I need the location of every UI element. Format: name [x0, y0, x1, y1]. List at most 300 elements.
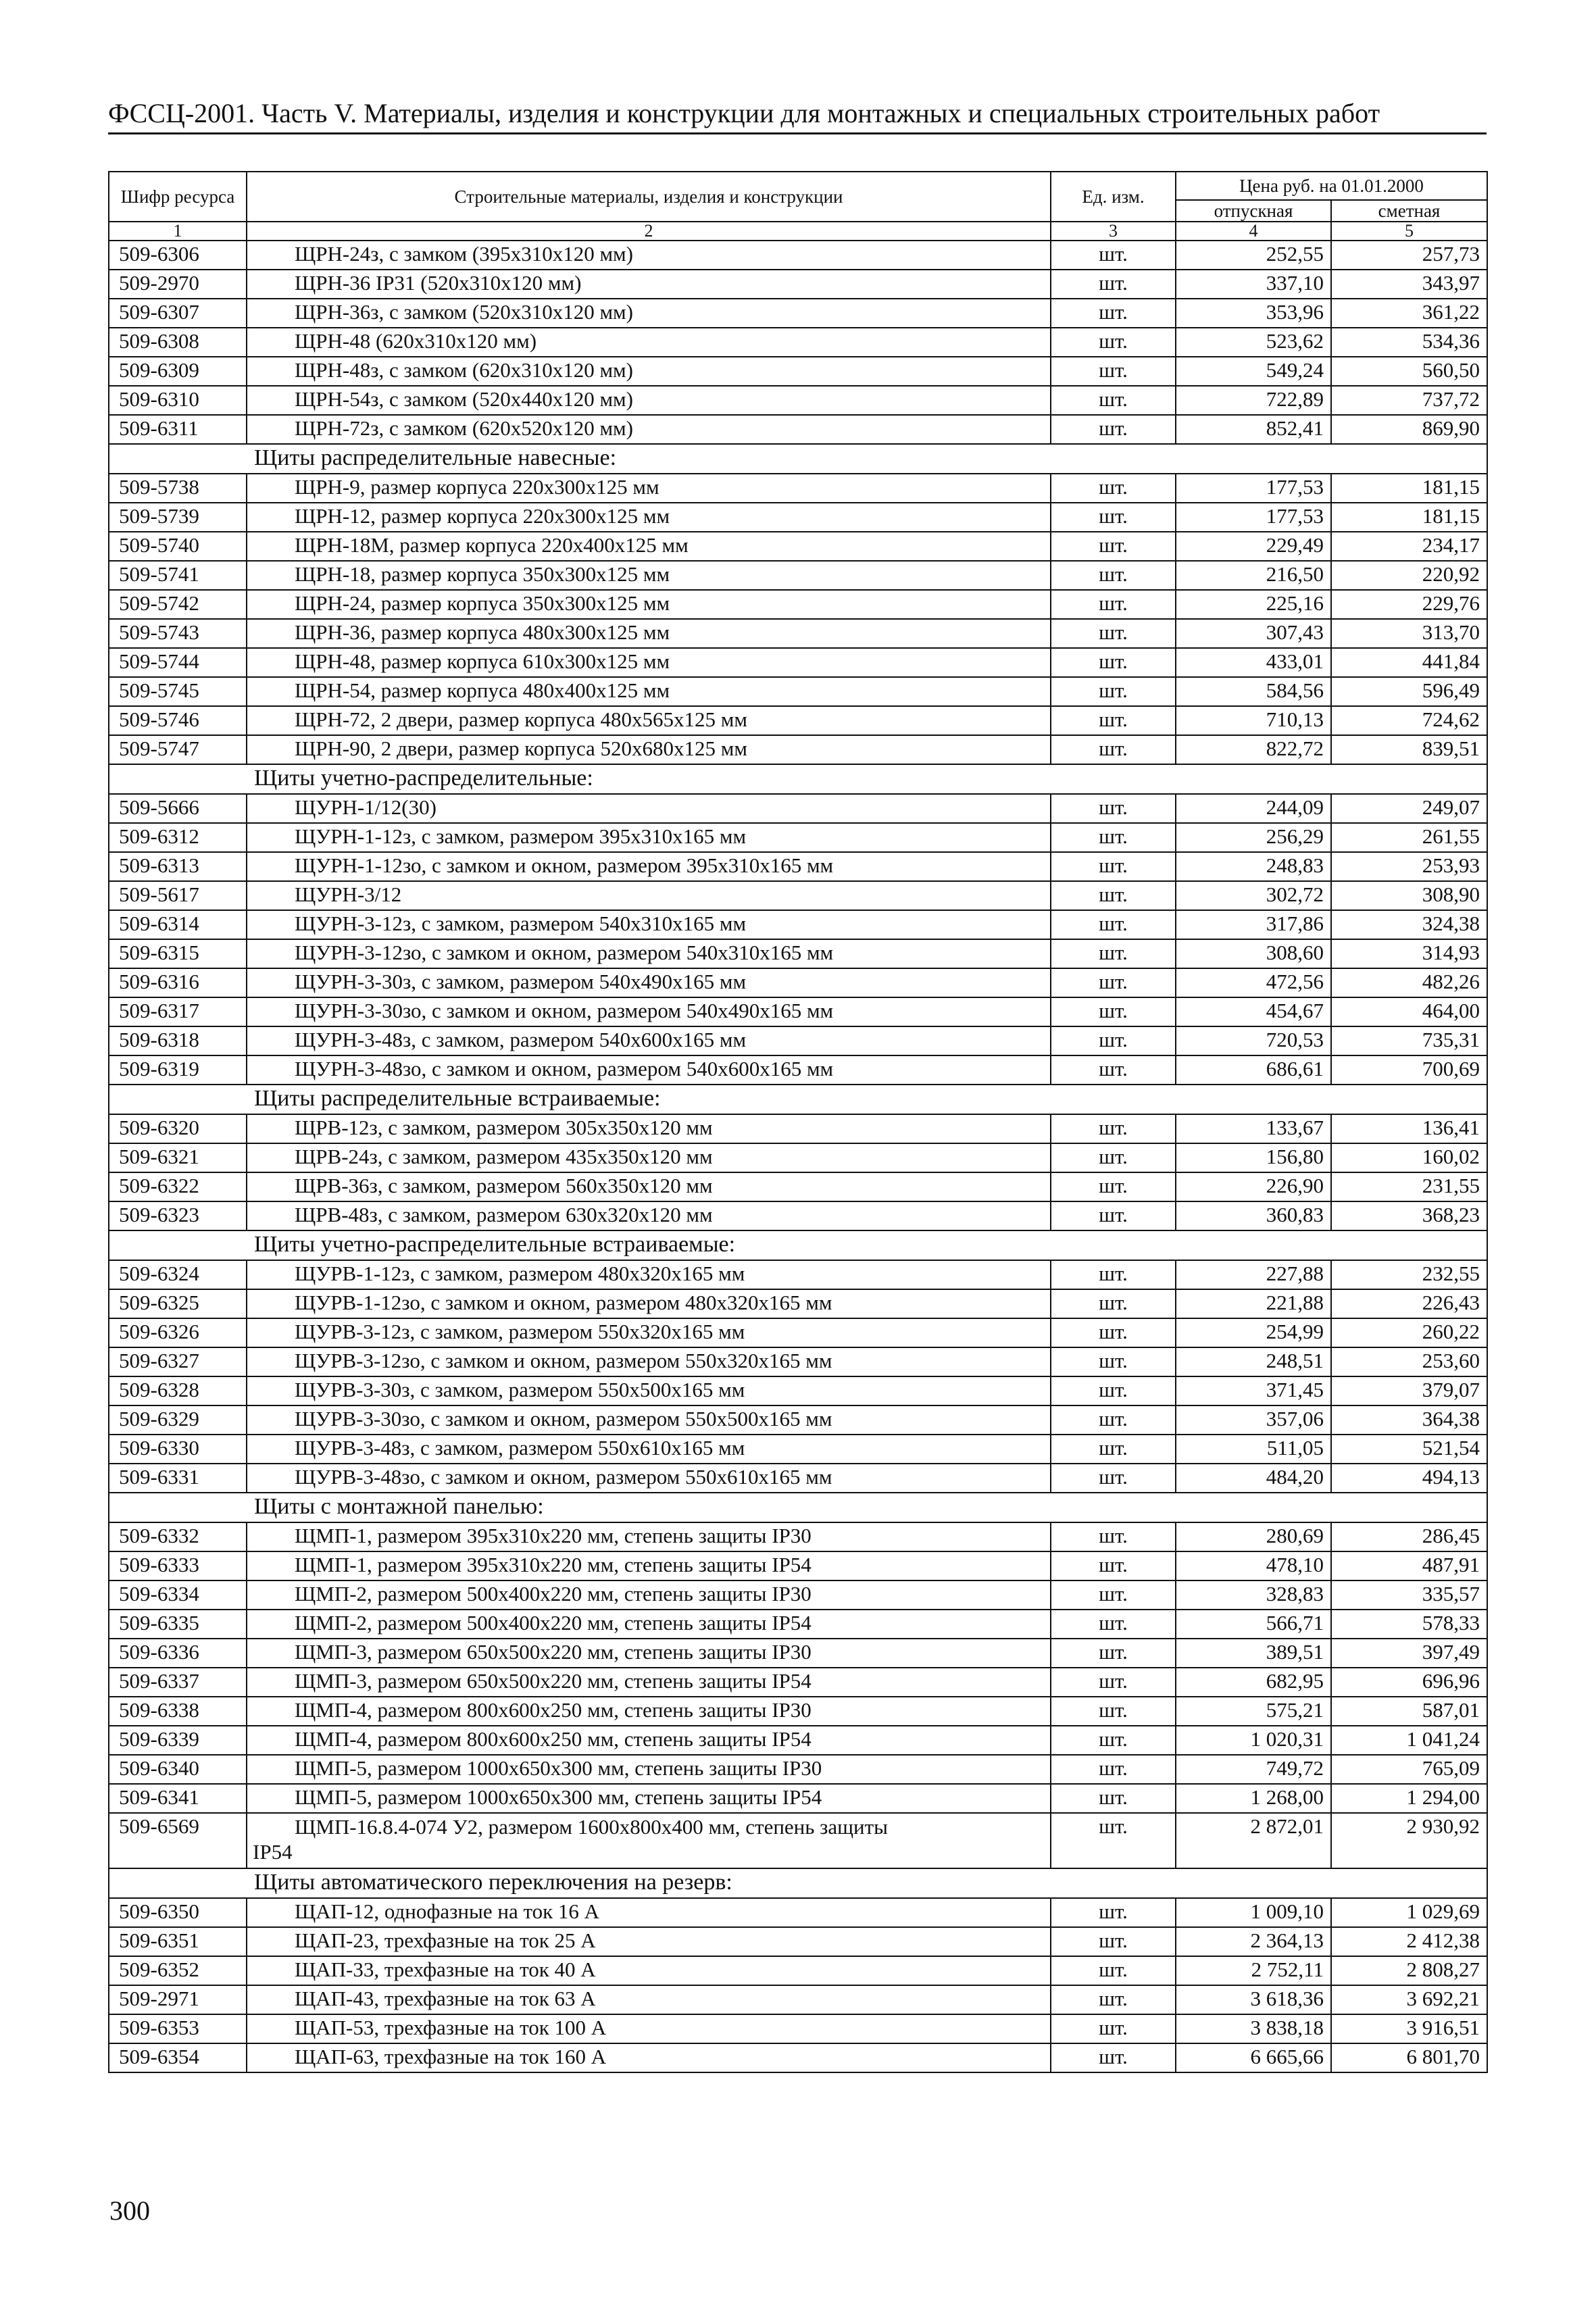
price-release: 225,16 — [1176, 590, 1331, 619]
price-release: 523,62 — [1176, 328, 1331, 357]
material-name: ЩМП-5, размером 1000х650х300 мм, степень защиты IP30 — [247, 1755, 1051, 1784]
section-title: Щиты с монтажной панелью: — [109, 1493, 1487, 1522]
price-release: 722,89 — [1176, 386, 1331, 415]
table-row — [109, 1347, 1487, 1376]
unit: шт. — [1051, 1464, 1176, 1493]
table-row — [109, 299, 1487, 328]
unit: шт. — [1051, 997, 1176, 1026]
unit: шт. — [1051, 677, 1176, 706]
price-estimate: 343,97 — [1331, 270, 1487, 299]
unit: шт. — [1051, 619, 1176, 648]
material-name: ЩУРН-3-48з, с замком, размером 540х600х165 мм — [247, 1026, 1051, 1055]
material-name: ЩРН-48 (620х310х120 мм) — [247, 328, 1051, 357]
resource-code: 509-5617 — [109, 881, 247, 910]
col-number-1: 1 — [109, 222, 247, 241]
price-release: 229,49 — [1176, 532, 1331, 561]
unit: шт. — [1051, 2014, 1176, 2043]
price-estimate: 257,73 — [1331, 241, 1487, 270]
table-row — [109, 1114, 1487, 1143]
material-name: ЩРН-48, размер корпуса 610х300х125 мм — [247, 648, 1051, 677]
price-release: 156,80 — [1176, 1143, 1331, 1172]
table-row — [109, 706, 1487, 735]
unit: шт. — [1051, 706, 1176, 735]
material-name: ЩРВ-48з, с замком, размером 630х320х120 мм — [247, 1201, 1051, 1230]
price-estimate: 253,93 — [1331, 852, 1487, 881]
price-release: 720,53 — [1176, 1026, 1331, 1055]
resource-code: 509-6322 — [109, 1172, 247, 1201]
table-row — [109, 1026, 1487, 1055]
price-estimate: 231,55 — [1331, 1172, 1487, 1201]
material-name: ЩАП-53, трехфазные на ток 100 А — [247, 2014, 1051, 2043]
price-release: 433,01 — [1176, 648, 1331, 677]
resource-code: 509-6328 — [109, 1376, 247, 1405]
section-title: Щиты учетно-распределительные: — [109, 764, 1487, 794]
unit: шт. — [1051, 1435, 1176, 1464]
material-name: ЩРН-36, размер корпуса 480х300х125 мм — [247, 619, 1051, 648]
resource-code: 509-6338 — [109, 1697, 247, 1726]
resource-code: 509-6351 — [109, 1927, 247, 1956]
unit: шт. — [1051, 2043, 1176, 2072]
unit: шт. — [1051, 1755, 1176, 1784]
price-estimate: 869,90 — [1331, 415, 1487, 444]
section-row — [109, 1230, 1487, 1260]
price-release: 216,50 — [1176, 561, 1331, 590]
section-title: Щиты распределительные навесные: — [109, 444, 1487, 474]
price-estimate: 1 029,69 — [1331, 1898, 1487, 1927]
material-name: ЩМП-1, размером 395х310х220 мм, степень защиты IP30 — [247, 1522, 1051, 1551]
material-name: ЩРН-12, размер корпуса 220х300х125 мм — [247, 503, 1051, 532]
table-row — [109, 735, 1487, 764]
price-estimate: 364,38 — [1331, 1405, 1487, 1435]
unit: шт. — [1051, 1668, 1176, 1697]
price-release: 682,95 — [1176, 1668, 1331, 1697]
material-name: ЩРН-18, размер корпуса 350х300х125 мм — [247, 561, 1051, 590]
resource-code: 509-6317 — [109, 997, 247, 1026]
table-row — [109, 1784, 1487, 1813]
unit: шт. — [1051, 357, 1176, 386]
resource-code: 509-6330 — [109, 1435, 247, 1464]
resource-code: 509-6316 — [109, 968, 247, 997]
table-row — [109, 1405, 1487, 1435]
table-row — [109, 1376, 1487, 1405]
price-release: 1 009,10 — [1176, 1898, 1331, 1927]
material-name: ЩУРН-3-12з, с замком, размером 540х310х165 мм — [247, 910, 1051, 939]
table-row — [109, 1927, 1487, 1956]
unit: шт. — [1051, 503, 1176, 532]
table-row — [109, 1813, 1487, 1868]
material-name: ЩУРН-1-12зо, с замком и окном, размером 395х310х165 мм — [247, 852, 1051, 881]
section-row — [109, 1493, 1487, 1522]
resource-code: 509-6315 — [109, 939, 247, 968]
resource-code: 509-6319 — [109, 1055, 247, 1085]
price-release: 252,55 — [1176, 241, 1331, 270]
price-release: 133,67 — [1176, 1114, 1331, 1143]
price-release: 852,41 — [1176, 415, 1331, 444]
price-estimate: 521,54 — [1331, 1435, 1487, 1464]
unit: шт. — [1051, 1927, 1176, 1956]
table-row — [109, 823, 1487, 852]
material-name: ЩУРВ-3-12з, с замком, размером 550х320х165 мм — [247, 1318, 1051, 1347]
material-name: ЩУРВ-1-12з, с замком, размером 480х320х165 мм — [247, 1260, 1051, 1289]
resource-code: 509-6341 — [109, 1784, 247, 1813]
resource-code: 509-5738 — [109, 474, 247, 503]
resource-code: 509-5747 — [109, 735, 247, 764]
price-estimate: 587,01 — [1331, 1697, 1487, 1726]
unit: шт. — [1051, 241, 1176, 270]
material-name: ЩАП-23, трехфазные на ток 25 А — [247, 1927, 1051, 1956]
price-release: 302,72 — [1176, 881, 1331, 910]
table-row — [109, 910, 1487, 939]
material-name: ЩМП-4, размером 800х600х250 мм, степень защиты IP54 — [247, 1726, 1051, 1755]
resource-code: 509-6352 — [109, 1956, 247, 1985]
price-release: 317,86 — [1176, 910, 1331, 939]
table-row — [109, 1956, 1487, 1985]
resource-code: 509-6306 — [109, 241, 247, 270]
material-name: ЩРН-9, размер корпуса 220х300х125 мм — [247, 474, 1051, 503]
material-name-line1: ЩМП-16.8.4-074 У2, размером 1600х800х400 мм, степень защиты — [295, 1815, 889, 1839]
table-row — [109, 1668, 1487, 1697]
price-release: 472,56 — [1176, 968, 1331, 997]
price-estimate: 494,13 — [1331, 1464, 1487, 1493]
material-name: ЩУРН-1/12(30) — [247, 794, 1051, 823]
unit: шт. — [1051, 735, 1176, 764]
price-estimate: 724,62 — [1331, 706, 1487, 735]
material-name: ЩРН-24, размер корпуса 350х300х125 мм — [247, 590, 1051, 619]
price-release: 2 872,01 — [1176, 1813, 1331, 1868]
price-estimate: 361,22 — [1331, 299, 1487, 328]
price-estimate: 1 041,24 — [1331, 1726, 1487, 1755]
price-release: 454,67 — [1176, 997, 1331, 1026]
price-release: 248,51 — [1176, 1347, 1331, 1376]
table-row — [109, 503, 1487, 532]
resource-code: 509-6309 — [109, 357, 247, 386]
price-estimate: 839,51 — [1331, 735, 1487, 764]
unit: шт. — [1051, 794, 1176, 823]
resource-code: 509-5744 — [109, 648, 247, 677]
price-estimate: 2 930,92 — [1331, 1813, 1487, 1868]
resource-code: 509-6334 — [109, 1580, 247, 1610]
resource-code: 509-6325 — [109, 1289, 247, 1318]
section-row — [109, 444, 1487, 474]
material-name: ЩМП-2, размером 500х400х220 мм, степень защиты IP30 — [247, 1580, 1051, 1610]
unit: шт. — [1051, 1143, 1176, 1172]
price-estimate: 2 412,38 — [1331, 1927, 1487, 1956]
price-release: 2 752,11 — [1176, 1956, 1331, 1985]
resource-code: 509-5745 — [109, 677, 247, 706]
table-row — [109, 474, 1487, 503]
unit: шт. — [1051, 852, 1176, 881]
price-estimate: 696,96 — [1331, 1668, 1487, 1697]
price-release: 308,60 — [1176, 939, 1331, 968]
col-header-price-group: Цена руб. на 01.01.2000 — [1176, 172, 1487, 200]
unit: шт. — [1051, 1055, 1176, 1085]
table-row — [109, 561, 1487, 590]
material-name: ЩРВ-24з, с замком, размером 435х350х120 мм — [247, 1143, 1051, 1172]
material-name: ЩРН-36з, с замком (520х310х120 мм) — [247, 299, 1051, 328]
unit: шт. — [1051, 1551, 1176, 1580]
resource-code: 509-6339 — [109, 1726, 247, 1755]
resource-code: 509-6332 — [109, 1522, 247, 1551]
price-release: 2 364,13 — [1176, 1927, 1331, 1956]
section-title: Щиты распределительные встраиваемые: — [109, 1085, 1487, 1114]
price-release: 328,83 — [1176, 1580, 1331, 1610]
material-name: ЩРН-54, размер корпуса 480х400х125 мм — [247, 677, 1051, 706]
col-number-2: 2 — [247, 222, 1051, 241]
table-row — [109, 1985, 1487, 2014]
resource-code: 509-5666 — [109, 794, 247, 823]
table-row — [109, 1610, 1487, 1639]
price-estimate: 534,36 — [1331, 328, 1487, 357]
material-name: ЩАП-12, однофазные на ток 16 А — [247, 1898, 1051, 1927]
resource-code: 509-6313 — [109, 852, 247, 881]
table-row — [109, 415, 1487, 444]
price-release: 357,06 — [1176, 1405, 1331, 1435]
table-row — [109, 852, 1487, 881]
resource-code: 509-5739 — [109, 503, 247, 532]
price-estimate: 136,41 — [1331, 1114, 1487, 1143]
unit: шт. — [1051, 1201, 1176, 1230]
table-row — [109, 1055, 1487, 1085]
table-row — [109, 386, 1487, 415]
material-name: ЩМП-3, размером 650х500х220 мм, степень защиты IP30 — [247, 1639, 1051, 1668]
resource-code: 509-5743 — [109, 619, 247, 648]
price-estimate: 314,93 — [1331, 939, 1487, 968]
unit: шт. — [1051, 1580, 1176, 1610]
unit: шт. — [1051, 1985, 1176, 2014]
material-name: ЩРН-72з, с замком (620х520х120 мм) — [247, 415, 1051, 444]
price-release: 226,90 — [1176, 1172, 1331, 1201]
unit: шт. — [1051, 910, 1176, 939]
table-row — [109, 270, 1487, 299]
table-row — [109, 241, 1487, 270]
material-name: ЩУРВ-3-30зо, с замком и окном, размером 550х500х165 мм — [247, 1405, 1051, 1435]
section-row — [109, 764, 1487, 794]
material-name: ЩРН-54з, с замком (520х440х120 мм) — [247, 386, 1051, 415]
table-row — [109, 1639, 1487, 1668]
resource-code: 509-6314 — [109, 910, 247, 939]
material-name: ЩМП-4, размером 800х600х250 мм, степень защиты IP30 — [247, 1697, 1051, 1726]
price-release: 360,83 — [1176, 1201, 1331, 1230]
section-title: Щиты автоматического переключения на резерв: — [109, 1868, 1487, 1898]
price-release: 1 020,31 — [1176, 1726, 1331, 1755]
price-estimate: 379,07 — [1331, 1376, 1487, 1405]
material-name: ЩУРН-3-48зо, с замком и окном, размером 540х600х165 мм — [247, 1055, 1051, 1085]
material-name: ЩАП-33, трехфазные на ток 40 А — [247, 1956, 1051, 1985]
unit: шт. — [1051, 299, 1176, 328]
material-name: ЩРН-18М, размер корпуса 220х400х125 мм — [247, 532, 1051, 561]
table-row — [109, 648, 1487, 677]
table-row — [109, 2043, 1487, 2072]
table-row — [109, 881, 1487, 910]
col-header-name: Строительные материалы, изделия и конструкции — [247, 172, 1051, 222]
price-estimate: 735,31 — [1331, 1026, 1487, 1055]
resource-code: 509-6350 — [109, 1898, 247, 1927]
table-row — [109, 968, 1487, 997]
unit: шт. — [1051, 1026, 1176, 1055]
table-row — [109, 1551, 1487, 1580]
resource-code: 509-5740 — [109, 532, 247, 561]
price-estimate: 560,50 — [1331, 357, 1487, 386]
resource-code: 509-6311 — [109, 415, 247, 444]
resource-code: 509-6329 — [109, 1405, 247, 1435]
price-estimate: 220,92 — [1331, 561, 1487, 590]
price-release: 3 618,36 — [1176, 1985, 1331, 2014]
table-row — [109, 677, 1487, 706]
material-name: ЩРВ-12з, с замком, размером 305х350х120 мм — [247, 1114, 1051, 1143]
material-name: ЩРН-48з, с замком (620х310х120 мм) — [247, 357, 1051, 386]
price-estimate: 397,49 — [1331, 1639, 1487, 1668]
unit: шт. — [1051, 1639, 1176, 1668]
table-body — [109, 241, 1487, 2072]
resource-code: 509-6320 — [109, 1114, 247, 1143]
table-row — [109, 1172, 1487, 1201]
material-name: ЩУРН-3-30з, с замком, размером 540х490х165 мм — [247, 968, 1051, 997]
price-estimate: 249,07 — [1331, 794, 1487, 823]
resource-code: 509-6326 — [109, 1318, 247, 1347]
table-row — [109, 1755, 1487, 1784]
resource-code: 509-6569 — [109, 1813, 247, 1868]
resource-code: 509-6318 — [109, 1026, 247, 1055]
unit: шт. — [1051, 881, 1176, 910]
table-row — [109, 1697, 1487, 1726]
unit: шт. — [1051, 532, 1176, 561]
section-row — [109, 1085, 1487, 1114]
unit: шт. — [1051, 1697, 1176, 1726]
price-release: 566,71 — [1176, 1610, 1331, 1639]
unit: шт. — [1051, 1610, 1176, 1639]
material-name: ЩУРН-3-30зо, с замком и окном, размером 540х490х165 мм — [247, 997, 1051, 1026]
unit: шт. — [1051, 561, 1176, 590]
price-estimate: 765,09 — [1331, 1755, 1487, 1784]
col-header-unit: Ед. изм. — [1051, 172, 1176, 222]
table-row — [109, 2014, 1487, 2043]
material-name: ЩУРВ-3-12зо, с замком и окном, размером 550х320х165 мм — [247, 1347, 1051, 1376]
price-release: 177,53 — [1176, 503, 1331, 532]
material-name: ЩУРН-3/12 — [247, 881, 1051, 910]
material-name: ЩРН-24з, с замком (395х310х120 мм) — [247, 241, 1051, 270]
price-release: 280,69 — [1176, 1522, 1331, 1551]
resource-code: 509-6335 — [109, 1610, 247, 1639]
price-release: 584,56 — [1176, 677, 1331, 706]
unit: шт. — [1051, 1114, 1176, 1143]
table-row — [109, 997, 1487, 1026]
resource-code: 509-6308 — [109, 328, 247, 357]
table-row — [109, 1464, 1487, 1493]
table-row — [109, 532, 1487, 561]
table-row — [109, 794, 1487, 823]
price-estimate: 286,45 — [1331, 1522, 1487, 1551]
price-release: 221,88 — [1176, 1289, 1331, 1318]
price-release: 337,10 — [1176, 270, 1331, 299]
price-estimate: 324,38 — [1331, 910, 1487, 939]
resource-code: 509-2970 — [109, 270, 247, 299]
material-name: ЩМП-5, размером 1000х650х300 мм, степень защиты IP54 — [247, 1784, 1051, 1813]
unit: шт. — [1051, 386, 1176, 415]
price-estimate: 441,84 — [1331, 648, 1487, 677]
price-estimate: 335,57 — [1331, 1580, 1487, 1610]
unit: шт. — [1051, 1260, 1176, 1289]
resource-code: 509-6340 — [109, 1755, 247, 1784]
price-release: 254,99 — [1176, 1318, 1331, 1347]
price-estimate: 737,72 — [1331, 386, 1487, 415]
table-row — [109, 1260, 1487, 1289]
material-name — [247, 1813, 1051, 1868]
price-estimate: 2 808,27 — [1331, 1956, 1487, 1985]
unit: шт. — [1051, 1898, 1176, 1927]
col-number-5: 5 — [1331, 222, 1487, 241]
price-release: 478,10 — [1176, 1551, 1331, 1580]
material-name: ЩУРН-1-12з, с замком, размером 395х310х165 мм — [247, 823, 1051, 852]
resource-code: 509-6321 — [109, 1143, 247, 1172]
unit: шт. — [1051, 1405, 1176, 1435]
material-name: ЩРН-72, 2 двери, размер корпуса 480х565х125 мм — [247, 706, 1051, 735]
price-estimate: 229,76 — [1331, 590, 1487, 619]
price-release: 307,43 — [1176, 619, 1331, 648]
table-row — [109, 1522, 1487, 1551]
col-number-3: 3 — [1051, 222, 1176, 241]
col-number-4: 4 — [1176, 222, 1331, 241]
unit: шт. — [1051, 1172, 1176, 1201]
price-release: 1 268,00 — [1176, 1784, 1331, 1813]
price-release: 549,24 — [1176, 357, 1331, 386]
price-release: 749,72 — [1176, 1755, 1331, 1784]
page-header: ФССЦ-2001. Часть V. Материалы, изделия и конструкции для монтажных и специальных строительных работ — [108, 95, 1487, 134]
material-name-line2: IP54 — [253, 1840, 293, 1864]
material-name: ЩУРВ-3-30з, с замком, размером 550х500х165 мм — [247, 1376, 1051, 1405]
table-row — [109, 328, 1487, 357]
resource-code: 509-6324 — [109, 1260, 247, 1289]
unit: шт. — [1051, 1289, 1176, 1318]
resource-code: 509-5742 — [109, 590, 247, 619]
material-name: ЩАП-43, трехфазные на ток 63 А — [247, 1985, 1051, 2014]
resource-code: 509-6353 — [109, 2014, 247, 2043]
price-release: 353,96 — [1176, 299, 1331, 328]
unit: шт. — [1051, 1522, 1176, 1551]
unit: шт. — [1051, 474, 1176, 503]
price-release: 371,45 — [1176, 1376, 1331, 1405]
price-release: 6 665,66 — [1176, 2043, 1331, 2072]
unit: шт. — [1051, 1784, 1176, 1813]
table-row — [109, 1289, 1487, 1318]
unit: шт. — [1051, 328, 1176, 357]
price-estimate: 226,43 — [1331, 1289, 1487, 1318]
unit: шт. — [1051, 1347, 1176, 1376]
material-name: ЩМП-1, размером 395х310х220 мм, степень защиты IP54 — [247, 1551, 1051, 1580]
table-row — [109, 1201, 1487, 1230]
price-release: 484,20 — [1176, 1464, 1331, 1493]
material-name: ЩУРВ-3-48з, с замком, размером 550х610х165 мм — [247, 1435, 1051, 1464]
price-estimate: 368,23 — [1331, 1201, 1487, 1230]
resource-code: 509-6337 — [109, 1668, 247, 1697]
price-release: 227,88 — [1176, 1260, 1331, 1289]
resource-code: 509-6333 — [109, 1551, 247, 1580]
resource-code: 509-6331 — [109, 1464, 247, 1493]
col-header-price-estimate: сметная — [1331, 200, 1487, 222]
resource-code: 509-6327 — [109, 1347, 247, 1376]
page-number: 300 — [109, 2195, 150, 2226]
price-estimate: 596,49 — [1331, 677, 1487, 706]
price-estimate: 260,22 — [1331, 1318, 1487, 1347]
unit: шт. — [1051, 1376, 1176, 1405]
price-table — [108, 171, 1488, 2073]
material-name: ЩРВ-36з, с замком, размером 560х350х120 мм — [247, 1172, 1051, 1201]
resource-code: 509-6354 — [109, 2043, 247, 2072]
unit: шт. — [1051, 1956, 1176, 1985]
material-name: ЩМП-3, размером 650х500х220 мм, степень защиты IP54 — [247, 1668, 1051, 1697]
material-name: ЩУРВ-3-48зо, с замком и окном, размером 550х610х165 мм — [247, 1464, 1051, 1493]
price-estimate: 181,15 — [1331, 474, 1487, 503]
price-release: 3 838,18 — [1176, 2014, 1331, 2043]
